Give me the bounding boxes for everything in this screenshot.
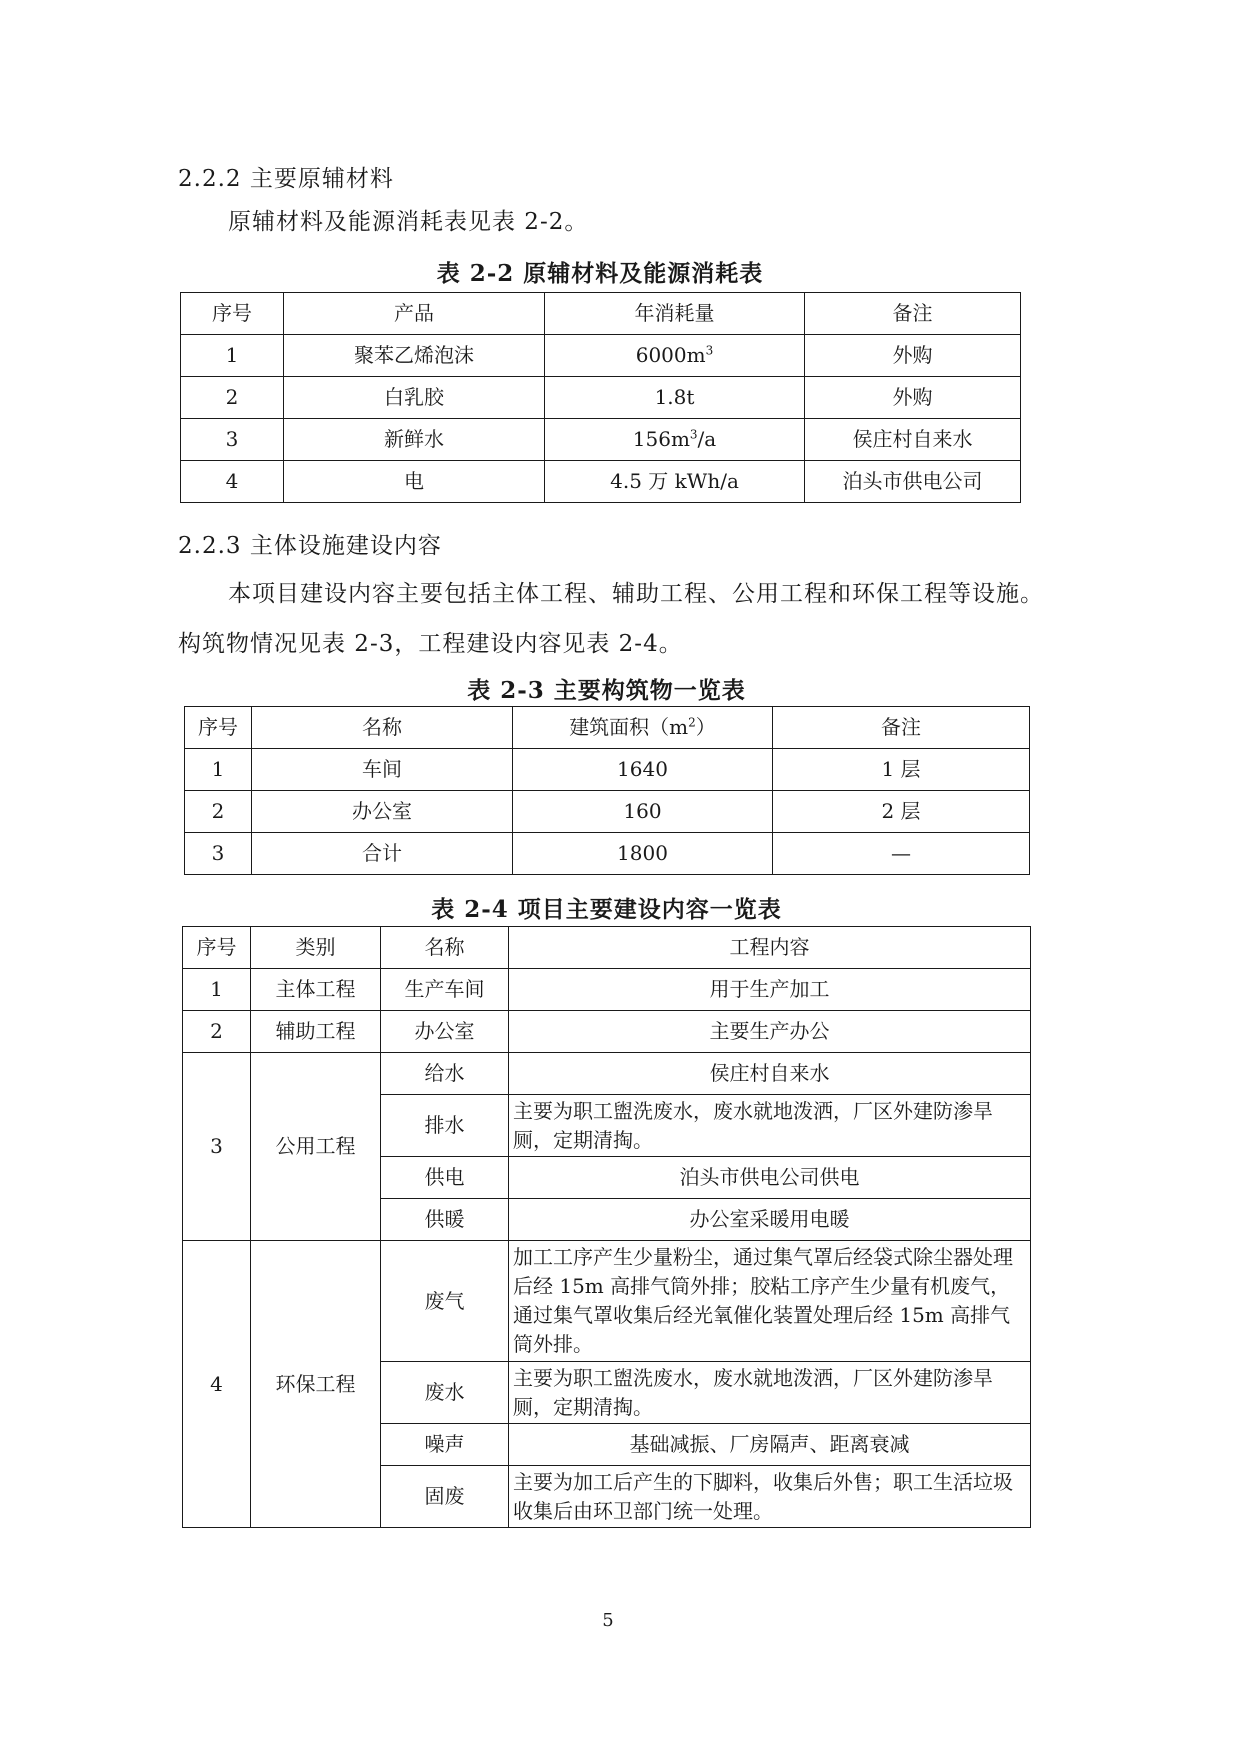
table-2-3-caption: 表 2-3 主要构筑物一览表: [467, 677, 746, 704]
cell-name: 废气: [381, 1241, 509, 1362]
cell-no: 4: [181, 461, 284, 503]
table-row: [185, 749, 1030, 791]
table-2-2: [180, 292, 1021, 503]
header-amount: 年消耗量: [545, 293, 805, 335]
area-header-superscript: 2: [688, 715, 696, 730]
cell-no: 1: [185, 749, 252, 791]
cell-name: 供电: [381, 1157, 509, 1199]
cell-category: 公用工程: [251, 1053, 381, 1241]
cell-name: 供暖: [381, 1199, 509, 1241]
header-content: 工程内容: [509, 927, 1031, 969]
amount-value: 6000m: [635, 343, 706, 367]
cell-name: 废水: [381, 1362, 509, 1424]
cell-note: 外购: [805, 335, 1021, 377]
cell-amount: [545, 419, 805, 461]
table-row: [185, 833, 1030, 875]
cell-note: 侯庄村自来水: [805, 419, 1021, 461]
page-number: 5: [602, 1610, 614, 1631]
cell-no: 2: [185, 791, 252, 833]
cell-note: 外购: [805, 377, 1021, 419]
cell-note: 2 层: [773, 791, 1030, 833]
cell-no: 3: [183, 1053, 251, 1241]
cell-amount: [545, 335, 805, 377]
cell-note: —: [773, 833, 1030, 875]
cell-name: 给水: [381, 1053, 509, 1095]
cell-note: 泊头市供电公司: [805, 461, 1021, 503]
section-heading-2-2-3: 2.2.3 主体设施建设内容: [178, 533, 442, 559]
cell-content: 主要生产办公: [509, 1011, 1031, 1053]
cell-product: 新鲜水: [284, 419, 545, 461]
cell-category: 主体工程: [251, 969, 381, 1011]
cell-no: 2: [183, 1011, 251, 1053]
cell-no: 4: [183, 1241, 251, 1528]
table-2-4: [182, 926, 1031, 1528]
area-header-text: 建筑面积（m: [569, 715, 689, 739]
table-2-4-caption: 表 2-4 项目主要建设内容一览表: [431, 896, 782, 923]
table-row: [183, 1011, 1031, 1053]
header-area: [513, 707, 773, 749]
header-no: 序号: [185, 707, 252, 749]
cell-no: 3: [185, 833, 252, 875]
cell-content: 用于生产加工: [509, 969, 1031, 1011]
cell-name: 生产车间: [381, 969, 509, 1011]
table-row: [181, 419, 1021, 461]
cell-amount: 4.5 万 kWh/a: [545, 461, 805, 503]
cell-name: 固废: [381, 1466, 509, 1528]
cell-area: 1640: [513, 749, 773, 791]
cell-category: 辅助工程: [251, 1011, 381, 1053]
table-header-row: [183, 927, 1031, 969]
header-no: 序号: [183, 927, 251, 969]
header-no: 序号: [181, 293, 284, 335]
header-name: 名称: [252, 707, 513, 749]
table-2-3: [184, 706, 1030, 875]
table-row: [183, 1241, 1031, 1362]
cell-content: 主要为加工后产生的下脚料，收集后外售；职工生活垃圾收集后由环卫部门统一处理。: [509, 1466, 1031, 1528]
table-row: [181, 335, 1021, 377]
cell-content: 泊头市供电公司供电: [509, 1157, 1031, 1199]
header-category: 类别: [251, 927, 381, 969]
cell-product: 白乳胶: [284, 377, 545, 419]
cell-note: 1 层: [773, 749, 1030, 791]
cell-no: 1: [183, 969, 251, 1011]
cell-area: 1800: [513, 833, 773, 875]
paragraph-materials-ref: 原辅材料及能源消耗表见表 2-2。: [228, 209, 589, 235]
paragraph-construction-line1: 本项目建设内容主要包括主体工程、辅助工程、公用工程和环保工程等设施。: [228, 581, 1044, 607]
header-note: 备注: [805, 293, 1021, 335]
cell-name: 办公室: [252, 791, 513, 833]
header-note: 备注: [773, 707, 1030, 749]
table-row: [181, 377, 1021, 419]
cell-content: 加工工序产生少量粉尘，通过集气罩后经袋式除尘器处理后经 15m 高排气筒外排；胶粘工序产生少量有机废气，通过集气罩收集后经光氧催化装置处理后经 15m 高排气筒外排。: [509, 1241, 1031, 1362]
cell-content: 主要为职工盥洗废水，废水就地泼洒，厂区外建防渗旱厕，定期清掏。: [509, 1095, 1031, 1157]
table-row: [183, 969, 1031, 1011]
cell-name: 噪声: [381, 1424, 509, 1466]
table-header-row: [185, 707, 1030, 749]
table-2-2-caption: 表 2-2 原辅材料及能源消耗表: [436, 260, 764, 287]
table-row: [181, 461, 1021, 503]
cell-name: 车间: [252, 749, 513, 791]
cell-amount: 1.8t: [545, 377, 805, 419]
cell-content: 侯庄村自来水: [509, 1053, 1031, 1095]
cell-name: 排水: [381, 1095, 509, 1157]
amount-unit-tail: /a: [697, 427, 717, 451]
table-header-row: [181, 293, 1021, 335]
amount-superscript: 3: [689, 427, 698, 442]
cell-content: 办公室采暖用电暖: [509, 1199, 1031, 1241]
cell-product: 电: [284, 461, 545, 503]
cell-name: 办公室: [381, 1011, 509, 1053]
area-header-tail: ）: [695, 715, 716, 739]
cell-category: 环保工程: [251, 1241, 381, 1528]
cell-no: 1: [181, 335, 284, 377]
amount-value: 156m: [632, 427, 690, 451]
cell-area: 160: [513, 791, 773, 833]
table-row: [183, 1053, 1031, 1095]
cell-no: 3: [181, 419, 284, 461]
amount-superscript: 3: [705, 343, 714, 358]
header-product: 产品: [284, 293, 545, 335]
section-heading-2-2-2: 2.2.2 主要原辅材料: [178, 166, 394, 192]
cell-name: 合计: [252, 833, 513, 875]
cell-no: 2: [181, 377, 284, 419]
paragraph-construction-line2: 构筑物情况见表 2-3，工程建设内容见表 2-4。: [178, 631, 683, 657]
cell-content: 主要为职工盥洗废水，废水就地泼洒，厂区外建防渗旱厕，定期清掏。: [509, 1362, 1031, 1424]
cell-product: 聚苯乙烯泡沫: [284, 335, 545, 377]
cell-content: 基础减振、厂房隔声、距离衰减: [509, 1424, 1031, 1466]
header-name: 名称: [381, 927, 509, 969]
table-row: [185, 791, 1030, 833]
